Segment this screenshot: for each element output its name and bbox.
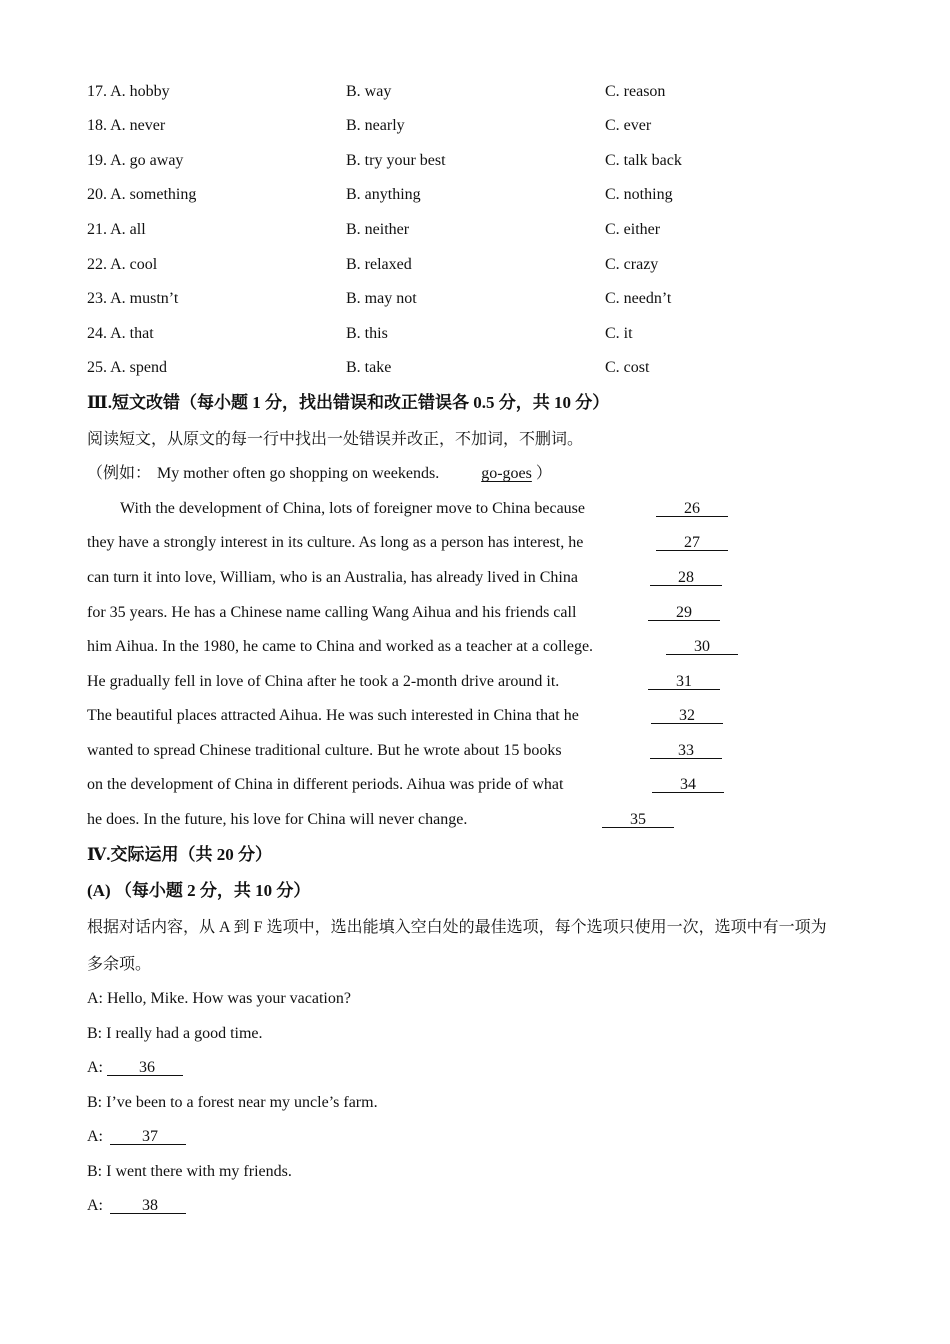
answer-blank-32[interactable]: 32 <box>651 707 723 724</box>
option-19-a: 19. A. go away <box>87 152 184 169</box>
section-4-instruction-line-2: 多余项。 <box>87 956 152 973</box>
passage-line-33: wanted to spread Chinese traditional culture. But he wrote about 15 books <box>87 742 562 759</box>
example-answer: go-goes <box>481 465 532 482</box>
option-18-b: B. nearly <box>346 117 405 134</box>
option-23-a: 23. A. mustn’t <box>87 290 179 307</box>
example-sentence: My mother often go shopping on weekends. <box>157 465 440 482</box>
option-17-a: 17. A. hobby <box>87 83 170 100</box>
option-24-c: C. it <box>605 325 633 342</box>
answer-blank-35[interactable]: 35 <box>602 811 674 828</box>
section-4-instruction-line-1: 根据对话内容，从 A 到 F 选项中，选出能填入空白处的最佳选项，每个选项只使用一次，选项中有一项为 <box>87 919 827 936</box>
speaker-label: A: <box>87 1059 103 1076</box>
dialogue-text: I really had a good time. <box>106 1025 263 1042</box>
option-22-b: B. relaxed <box>346 256 412 273</box>
answer-blank-33[interactable]: 33 <box>650 742 722 759</box>
passage-line-35: he does. In the future, his love for China will never change. <box>87 811 468 828</box>
passage-line-26: With the development of China, lots of foreigner move to China because <box>120 500 586 517</box>
dialogue-line-7 <box>87 1196 186 1216</box>
dialogue-blank-38[interactable]: 38 <box>110 1197 186 1214</box>
option-24-a: 24. A. that <box>87 325 154 342</box>
option-23-c: C. needn’t <box>605 290 672 307</box>
section-4a-heading: (A) （每小题 2 分，共 10 分） <box>87 881 311 900</box>
option-22-a: 22. A. cool <box>87 256 158 273</box>
dialogue-line-5 <box>87 1127 186 1147</box>
option-25-c: C. cost <box>605 359 650 376</box>
dialogue-line-3 <box>87 1058 183 1078</box>
section-3-instruction: 阅读短文，从原文的每一行中找出一处错误并改正，不加词，不删词。 <box>87 431 584 448</box>
dialogue-line-1 <box>87 989 351 1009</box>
example-suffix: ） <box>535 465 552 482</box>
passage-line-32: The beautiful places attracted Aihua. He was such interested in China that he <box>87 707 579 724</box>
option-19-b: B. try your best <box>346 152 446 169</box>
answer-blank-34[interactable]: 34 <box>652 776 724 793</box>
passage-line-28: can turn it into love, William, who is an Australia, has already lived in China <box>87 569 578 586</box>
option-19-c: C. talk back <box>605 152 682 169</box>
dialogue-text: I went there with my friends. <box>106 1163 292 1180</box>
passage-line-34: on the development of China in different periods. Aihua was pride of what <box>87 776 564 793</box>
option-22-c: C. crazy <box>605 256 659 273</box>
answer-blank-29[interactable]: 29 <box>648 604 720 621</box>
option-20-b: B. anything <box>346 186 421 203</box>
passage-line-30: him Aihua. In the 1980, he came to China and worked as a teacher at a college. <box>87 638 594 655</box>
option-18-c: C. ever <box>605 117 652 134</box>
option-21-b: B. neither <box>346 221 410 238</box>
section-3-heading: Ⅲ.短文改错（每小题 1 分，找出错误和改正错误各 0.5 分，共 10 分） <box>87 393 610 412</box>
dialogue-text: I’ve been to a forest near my uncle’s farm. <box>106 1094 378 1111</box>
option-20-a: 20. A. something <box>87 186 197 203</box>
answer-blank-26[interactable]: 26 <box>656 500 728 517</box>
answer-blank-27[interactable]: 27 <box>656 534 728 551</box>
section-3-example <box>87 464 552 484</box>
speaker-label: B: <box>87 1025 103 1042</box>
passage-line-29: for 35 years. He has a Chinese name calling Wang Aihua and his friends call <box>87 604 577 621</box>
option-17-c: C. reason <box>605 83 666 100</box>
option-20-c: C. nothing <box>605 186 673 203</box>
answer-blank-31[interactable]: 31 <box>648 673 720 690</box>
speaker-label: A: <box>87 1128 103 1145</box>
section-4-heading: Ⅳ.交际运用（共 20 分） <box>87 845 273 864</box>
option-21-c: C. either <box>605 221 661 238</box>
answer-blank-30[interactable]: 30 <box>666 638 738 655</box>
option-25-b: B. take <box>346 359 392 376</box>
option-23-b: B. may not <box>346 290 417 307</box>
option-25-a: 25. A. spend <box>87 359 167 376</box>
answer-blank-28[interactable]: 28 <box>650 569 722 586</box>
speaker-label: A: <box>87 1197 103 1214</box>
dialogue-line-6 <box>87 1162 292 1182</box>
passage-line-27: they have a strongly interest in its culture. As long as a person has interest, he <box>87 534 584 551</box>
example-prefix: （例如： <box>87 465 152 482</box>
speaker-label: B: <box>87 1163 103 1180</box>
option-17-b: B. way <box>346 83 392 100</box>
dialogue-blank-36[interactable]: 36 <box>107 1059 183 1076</box>
option-24-b: B. this <box>346 325 388 342</box>
option-18-a: 18. A. never <box>87 117 166 134</box>
passage-line-31: He gradually fell in love of China after he took a 2-month drive around it. <box>87 673 560 690</box>
speaker-label: A: <box>87 990 103 1007</box>
dialogue-line-2 <box>87 1024 263 1044</box>
speaker-label: B: <box>87 1094 103 1111</box>
option-21-a: 21. A. all <box>87 221 146 238</box>
dialogue-text: Hello, Mike. How was your vacation? <box>107 990 351 1007</box>
dialogue-blank-37[interactable]: 37 <box>110 1128 186 1145</box>
dialogue-line-4 <box>87 1093 378 1113</box>
